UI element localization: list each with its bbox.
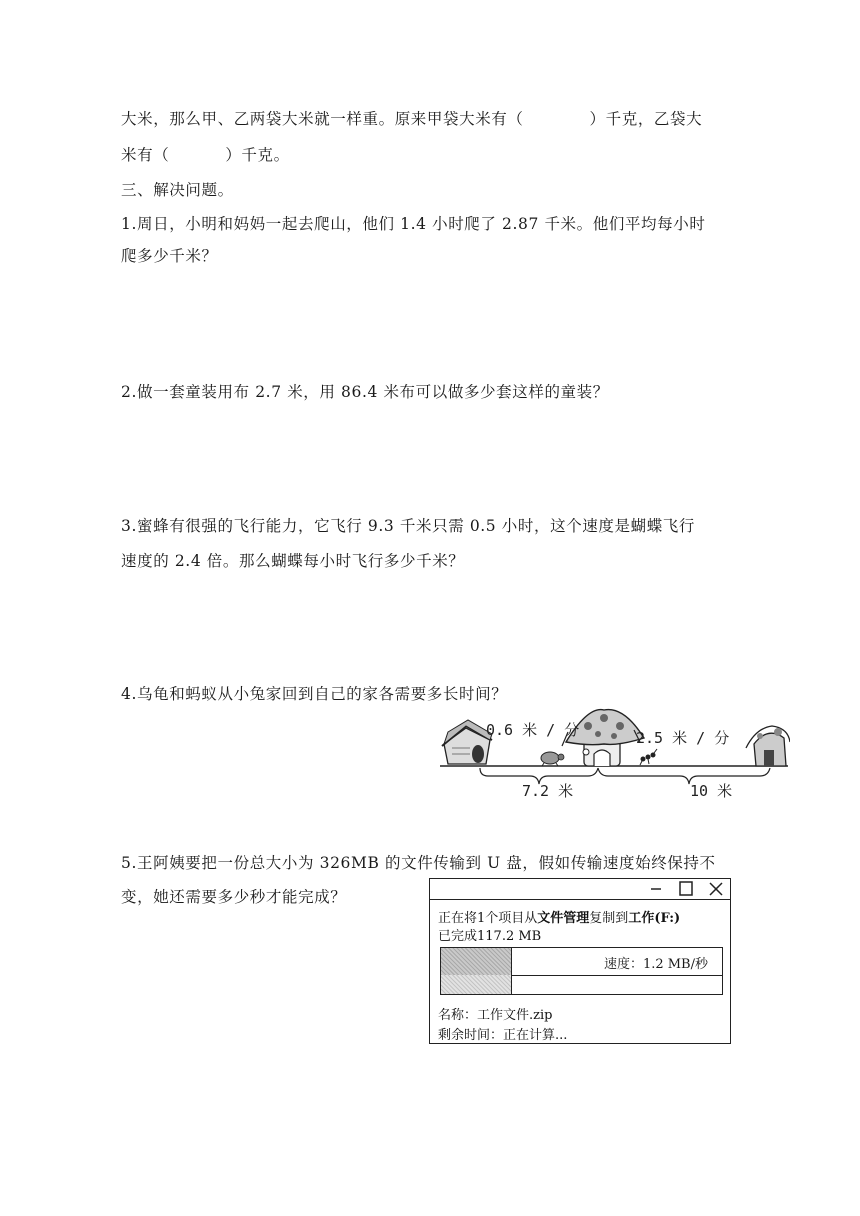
progress-bar-fill (441, 948, 512, 975)
minimize-icon[interactable] (646, 879, 666, 899)
maximize-icon[interactable] (676, 879, 696, 899)
continued-line-2 (121, 144, 290, 166)
remaining-time: 剩余时间：正在计算... (438, 1028, 568, 1043)
continued-text: 大米，那么甲、乙两袋大米就一样重。原来甲袋大米有（ (121, 110, 524, 128)
ant-icon (640, 749, 657, 765)
transfer-text: 正在将1个项目从 (438, 911, 538, 926)
close-icon[interactable] (706, 879, 726, 899)
problem-1-line-1: 1.周日，小明和妈妈一起去爬山，他们 1.4 小时爬了 2.87 千米。他们平均每小时 (121, 215, 706, 233)
continued-text: ）千克。 (225, 146, 290, 164)
continued-text: ）千克，乙袋大 (589, 110, 703, 128)
source-folder: 文件管理 (537, 911, 590, 926)
target-drive: 工作(F:) (628, 911, 681, 926)
left-distance-label: 7.2 米 (522, 782, 574, 800)
tortoise-speed-label: 0.6 米 / 分 (486, 721, 580, 739)
tortoise-icon (541, 752, 564, 766)
transfer-description (438, 907, 680, 926)
continued-text: 米有（ (121, 146, 170, 164)
continued-line-1 (121, 108, 702, 130)
problem-5-line-1: 5.王阿姨要把一份总大小为 326MB 的文件传输到 U 盘，假如传输速度始终保持不 (121, 854, 716, 872)
section-title: 三、解决问题。 (121, 181, 234, 199)
transfer-text: 复制到 (589, 911, 629, 926)
problem-3-line-2: 速度的 2.4 倍。那么蝴蝶每小时飞行多少千米？ (121, 552, 465, 570)
tortoise-house-icon (442, 720, 492, 764)
ant-speed-label: 2.5 米 / 分 (636, 729, 730, 747)
right-distance-label: 10 米 (690, 782, 733, 800)
problem-1-line-2: 爬多少千米？ (121, 247, 218, 265)
distance-diagram (438, 708, 790, 804)
file-name: 名称：工作文件.zip (438, 1008, 553, 1023)
problem-4-line-1: 4.乌龟和蚂蚁从小兔家回到自己的家各需要多长时间？ (121, 685, 508, 703)
transfer-speed: 速度：1.2 MB/秒 (603, 957, 708, 972)
file-transfer-dialog (429, 878, 731, 1044)
progress-bar-fill-secondary (441, 975, 512, 994)
problem-3-line-1: 3.蜜蜂有很强的飞行能力，它飞行 9.3 千米只需 0.5 小时，这个速度是蝴蝶飞行 (121, 517, 695, 535)
completed-size: 已完成117.2 MB (438, 929, 542, 944)
problem-5-line-2: 变，她还需要多少秒才能完成？ (121, 888, 347, 906)
ant-house-icon (746, 726, 790, 766)
dialog-titlebar (430, 879, 730, 900)
progress-box (440, 947, 723, 995)
problem-2-line-1: 2.做一套童装用布 2.7 米，用 86.4 米布可以做多少套这样的童装？ (121, 383, 609, 401)
